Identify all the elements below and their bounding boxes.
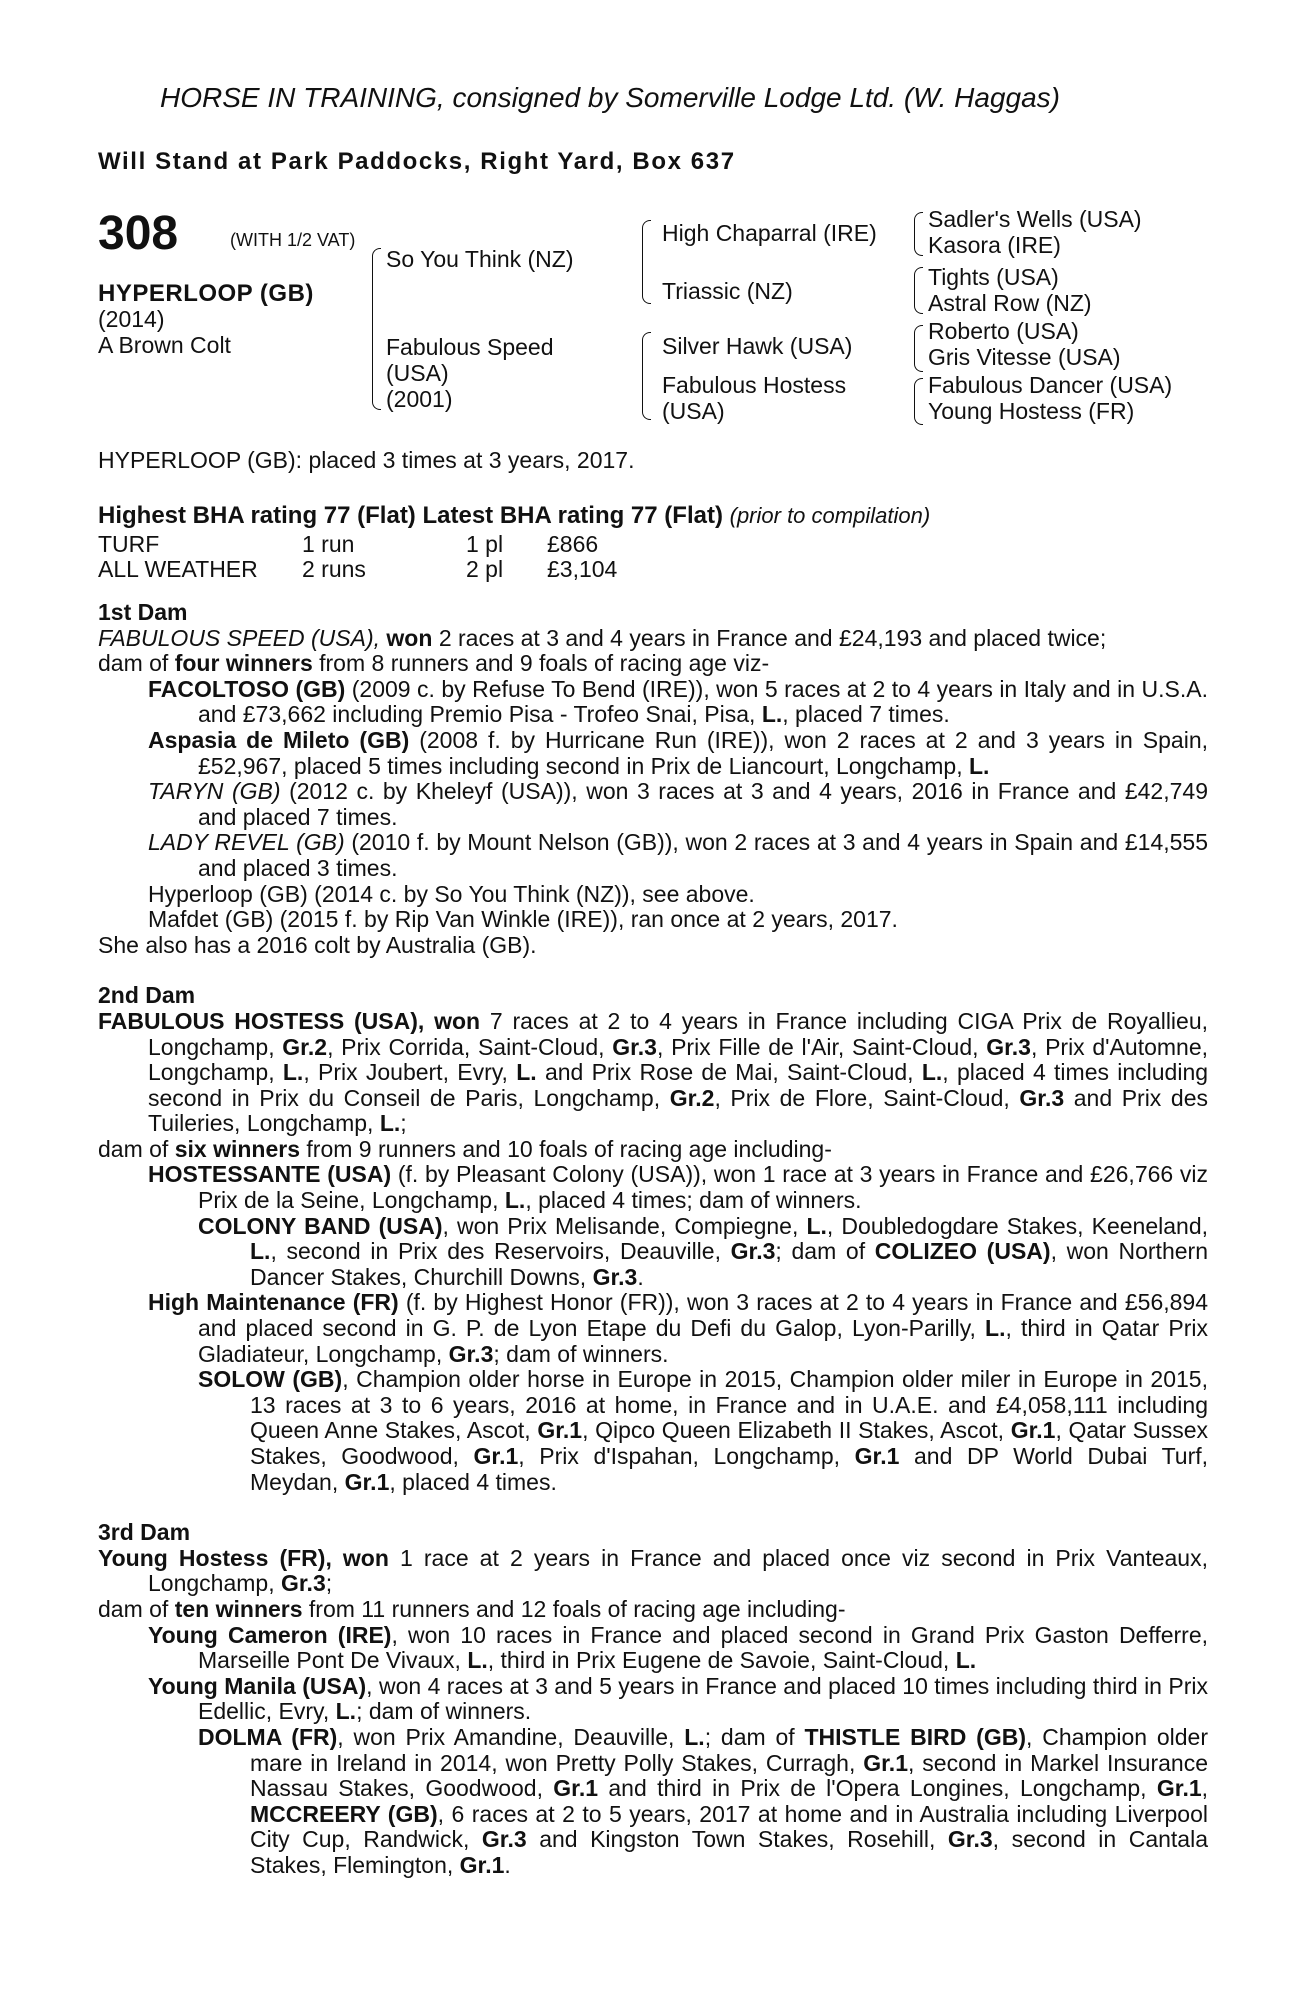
pedigree-dam-dam-1: Fabulous Hostess bbox=[662, 372, 847, 398]
pedigree-sdd: Astral Row (NZ) bbox=[928, 290, 1092, 316]
horse-description: A Brown Colt bbox=[98, 332, 231, 358]
pedigree-dds: Fabulous Dancer (USA) bbox=[928, 372, 1173, 398]
third-dam-summary: Young Hostess (FR), won 1 race at 2 years in France and placed once viz second in Prix Vanteaux, Longchamp, Gr.3; bbox=[98, 1544, 1208, 1597]
pedigree-sire: So You Think (NZ) bbox=[386, 246, 574, 272]
third-dam-produce-intro: dam of ten winners from 11 runners and 12 foals of racing age including- bbox=[98, 1595, 846, 1622]
pedigree-dam-3: (2001) bbox=[386, 386, 453, 412]
pedigree-dss: Roberto (USA) bbox=[928, 318, 1079, 344]
record-aw-surface: ALL WEATHER bbox=[98, 556, 258, 582]
first-dam-heading: 1st Dam bbox=[98, 599, 188, 625]
placed-summary: HYPERLOOP (GB): placed 3 times at 3 years, 2017. bbox=[98, 447, 635, 473]
second-dam-grandfoal-solow: SOLOW (GB), Champion older horse in Europe in 2015, Champion older miler in Europe in 2015, 13 races at 3 to 6 years, 2016 at home, in France and in U.A.E. and £4,058,111 including Queen Anne Stakes, Ascot, Gr.1, Qipco Queen Elizabeth II Stakes, Ascot, Gr.1, Qatar Sussex Stakes, Goodwood, Gr.1, Prix d'Ispahan, Longchamp, Gr.1 and DP World Dubai Turf, Meydan, Gr.1, placed 4 times. bbox=[198, 1366, 1209, 1495]
first-dam-also: She also has a 2016 colt by Australia (GB). bbox=[98, 931, 537, 958]
second-dam-grandfoal-colony-band: COLONY BAND (USA), won Prix Melisande, Compiegne, L., Doubledogdare Stakes, Keeneland, L., second in Prix des Reservoirs, Deauville, Gr.3; dam of COLIZEO (USA), won Northern Dancer Stakes, Churchill Downs, Gr.3. bbox=[198, 1212, 1208, 1290]
pedigree-sire-dam: Triassic (NZ) bbox=[662, 278, 793, 304]
third-dam-grandfoal-dolma: DOLMA (FR), won Prix Amandine, Deauville, L.; dam of THISTLE BIRD (GB), Champion older mare in Ireland in 2014, won Pretty Polly Stakes, Curragh, Gr.1, second in Markel Insurance Nassau Stakes, Goodwood, Gr.1 and third in Prix de l'Opera Longines, Longchamp, Gr.1, MCCREERY (GB), 6 races at 2 to 5 years, 2017 at home and in Australia including Liverpool City Cup, Randwick, Gr.3 and Kingston Town Stakes, Rosehill, Gr.3, second in Cantala Stakes, Flemington, Gr.1. bbox=[198, 1723, 1209, 1878]
first-dam-foal-5: Hyperloop (GB) (2014 c. by So You Think (NZ)), see above. bbox=[148, 880, 755, 907]
pedigree-dam-2: (USA) bbox=[386, 360, 449, 386]
pedigree-brace-dam bbox=[642, 332, 651, 420]
first-dam-foal-3: TARYN (GB) (2012 c. by Kheleyf (USA)), won 3 races at 3 and 4 years, 2016 in France and £42,749 and placed 7 times. bbox=[148, 778, 1208, 830]
first-dam-foal-4: LADY REVEL (GB) (2010 f. by Mount Nelson (GB)), won 2 races at 3 and 4 years in Spain and £14,555 and placed 3 times. bbox=[148, 829, 1209, 881]
first-dam-foal-6: Mafdet (GB) (2015 f. by Rip Van Winkle (IRE)), ran once at 2 years, 2017. bbox=[148, 906, 898, 933]
second-dam-heading: 2nd Dam bbox=[98, 982, 196, 1009]
bha-rating bbox=[98, 502, 930, 530]
record-aw-placed: 2 pl bbox=[466, 556, 504, 582]
stand-location: Will Stand at Park Paddocks, Right Yard, Box 637 bbox=[98, 148, 736, 175]
rating-text: Highest BHA rating 77 (Flat) Latest BHA rating 77 (Flat) bbox=[98, 502, 723, 529]
second-dam-summary: FABULOUS HOSTESS (USA), won 7 races at 2 to 4 years in France including CIGA Prix de Royallieu, Longchamp, Gr.2, Prix Corrida, Saint-Cloud, Gr.3, Prix Fille de l'Air, Saint-Cloud, Gr.3, Prix d'Automne, Longchamp, L., Prix Joubert, Evry, L. and Prix Rose de Mai, Saint-Cloud, L., placed 4 times including second in Prix du Conseil de Paris, Longchamp, Gr.2, Prix de Flore, Saint-Cloud, Gr.3 and Prix des Tuileries, Longchamp, L.; bbox=[98, 1007, 1209, 1137]
third-dam-heading: 3rd Dam bbox=[98, 1519, 191, 1546]
record-turf-prize: £866 bbox=[547, 531, 599, 557]
rating-note: (prior to compilation) bbox=[729, 503, 931, 528]
pedigree-sds: Tights (USA) bbox=[928, 264, 1059, 290]
pedigree-sss: Sadler's Wells (USA) bbox=[928, 206, 1142, 232]
pedigree-sire-sire: High Chaparral (IRE) bbox=[662, 220, 877, 246]
consignor-title: HORSE IN TRAINING, consigned by Somerville Lodge Ltd. (W. Haggas) bbox=[160, 82, 1060, 113]
pedigree-dsd: Gris Vitesse (USA) bbox=[928, 344, 1121, 370]
vat-note: (WITH 1/2 VAT) bbox=[230, 230, 356, 250]
record-turf-placed: 1 pl bbox=[466, 531, 504, 557]
pedigree-brace-ss bbox=[914, 212, 923, 256]
pedigree-dam-dam-2: (USA) bbox=[662, 398, 725, 424]
pedigree-dam-1: Fabulous Speed bbox=[386, 334, 554, 360]
produce-record bbox=[98, 600, 1208, 1879]
record-aw-prize: £3,104 bbox=[547, 556, 618, 582]
pedigree-ddd: Young Hostess (FR) bbox=[928, 398, 1135, 424]
first-dam-foal-1: FACOLTOSO (GB) (2009 c. by Refuse To Bend (IRE)), won 5 races at 2 to 4 years in Italy and in U.S.A. and £73,662 including Premio Pisa - Trofeo Snai, Pisa, L., placed 7 times. bbox=[148, 675, 1208, 728]
horse-year: (2014) bbox=[98, 306, 165, 332]
record-turf-runs: 1 run bbox=[302, 531, 355, 557]
horse-name: HYPERLOOP (GB) bbox=[98, 280, 314, 307]
lot-number: 308 bbox=[98, 207, 179, 260]
pedigree-dam-sire: Silver Hawk (USA) bbox=[662, 333, 853, 359]
third-dam-foal-young-cameron: Young Cameron (IRE), won 10 races in France and placed second in Grand Prix Gaston Defferre, Marseille Pont De Vivaux, L., third in Prix Eugene de Savoie, Saint-Cloud, L. bbox=[148, 1621, 1208, 1674]
pedigree-ssd: Kasora (IRE) bbox=[928, 232, 1061, 258]
third-dam-foal-young-manila: Young Manila (USA), won 4 races at 3 and 5 years in France and placed 10 times including third in Prix Edellic, Evry, L.; dam of winners. bbox=[148, 1672, 1209, 1725]
second-dam-foal-high-maintenance: High Maintenance (FR) (f. by Highest Honor (FR)), won 3 races at 2 to 4 years in France and £56,894 and placed second in G. P. de Lyon Etape du Defi du Galop, Lyon-Parilly, L., third in Qatar Prix Gladiateur, Longchamp, Gr.3; dam of winners. bbox=[148, 1289, 1209, 1367]
first-dam-produce-intro: dam of four winners from 8 runners and 9 foals of racing age viz- bbox=[98, 650, 770, 677]
second-dam-produce-intro: dam of six winners from 9 runners and 10 foals of racing age including- bbox=[98, 1135, 832, 1162]
pedigree-brace-dd bbox=[914, 378, 923, 425]
record-aw-runs: 2 runs bbox=[302, 556, 366, 582]
first-dam-foal-2: Aspasia de Mileto (GB) (2008 f. by Hurricane Run (IRE)), won 2 races at 2 and 3 years in Spain, £52,967, placed 5 times including second in Prix de Liancourt, Longchamp, L. bbox=[148, 726, 1209, 779]
record-turf-surface: TURF bbox=[98, 531, 160, 557]
pedigree-brace-ds bbox=[914, 325, 923, 372]
second-dam-foal-hostessante: HOSTESSANTE (USA) (f. by Pleasant Colony (USA)), won 1 race at 3 years in France and £26,766 viz Prix de la Seine, Longchamp, L., placed 4 times; dam of winners. bbox=[148, 1161, 1209, 1214]
first-dam-summary: FABULOUS SPEED (USA), won 2 races at 3 and 4 years in France and £24,193 and placed twice; bbox=[98, 624, 1107, 651]
pedigree-brace-sire bbox=[642, 220, 651, 304]
pedigree-brace-sd bbox=[914, 267, 923, 314]
pedigree-brace-main bbox=[372, 248, 381, 410]
